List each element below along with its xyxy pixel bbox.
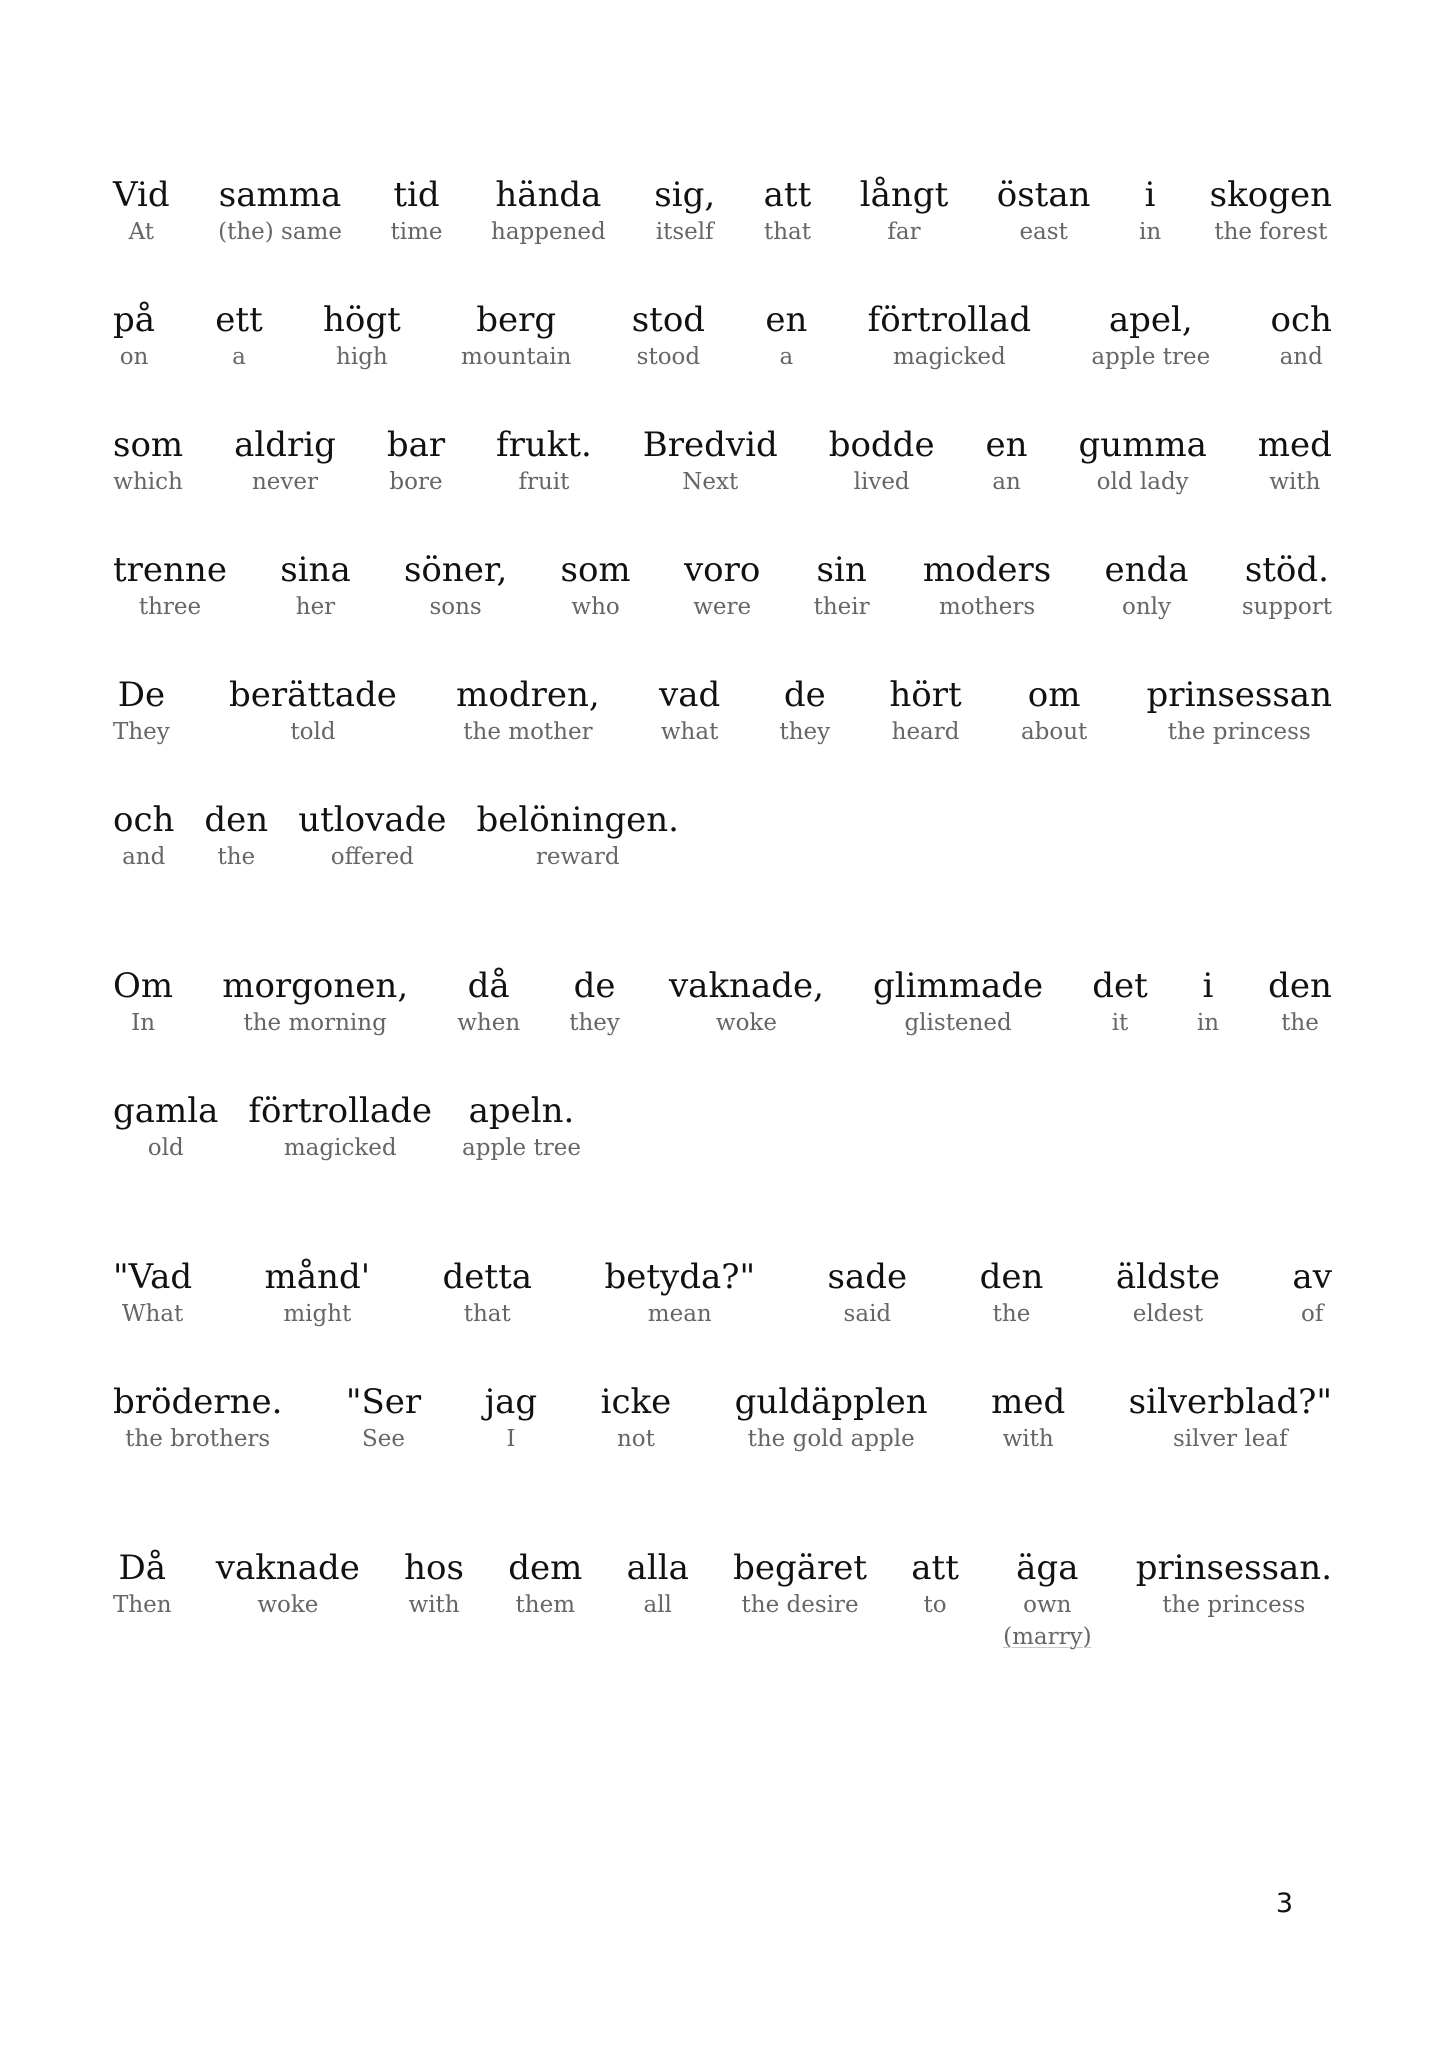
- word-pair: [113, 1091, 218, 1162]
- word-pair: [222, 966, 408, 1037]
- gloss-word: only: [1122, 594, 1172, 620]
- word-pair: [113, 1257, 192, 1328]
- gloss-word: their: [813, 594, 870, 620]
- source-word: att: [763, 175, 812, 215]
- source-word: De: [117, 675, 166, 715]
- word-pair: [632, 300, 705, 371]
- gloss-word: them: [515, 1592, 576, 1618]
- word-pair: [443, 1257, 532, 1328]
- gloss-word: They: [113, 719, 170, 745]
- gloss-word: glistened: [904, 1010, 1012, 1036]
- word-pair: [323, 300, 401, 371]
- word-pair: [873, 966, 1043, 1037]
- source-word: prinsessan.: [1135, 1548, 1332, 1588]
- source-word: trenne: [113, 550, 227, 590]
- gloss-word: her: [295, 594, 336, 620]
- source-word: långt: [859, 175, 949, 215]
- source-word: det: [1092, 966, 1148, 1006]
- gloss-word: silver leaf: [1173, 1426, 1288, 1452]
- gloss-word: the forest: [1214, 219, 1328, 245]
- source-word: Då: [118, 1548, 167, 1588]
- interlinear-text: [113, 175, 1332, 1651]
- source-word: och: [1270, 300, 1332, 340]
- gloss-word: the brothers: [125, 1426, 271, 1452]
- gloss-word: the mother: [463, 719, 593, 745]
- gloss-word: sons: [429, 594, 482, 620]
- source-word: berättade: [229, 675, 397, 715]
- word-pair: [462, 1091, 581, 1162]
- source-word: förtrollade: [248, 1091, 433, 1131]
- gloss-word: See: [362, 1426, 406, 1452]
- source-word: detta: [442, 1257, 532, 1297]
- source-word: glimmade: [873, 966, 1044, 1006]
- gloss-word: told: [290, 719, 336, 745]
- word-pair: [654, 175, 715, 246]
- gloss-word: the morning: [243, 1010, 387, 1036]
- word-pair: [911, 1548, 959, 1619]
- source-word: bodde: [828, 425, 935, 465]
- gloss-word: said: [843, 1301, 892, 1327]
- interlinear-line: [113, 1091, 1332, 1162]
- source-word: modren,: [456, 675, 600, 715]
- word-pair: [491, 175, 606, 246]
- source-word: guldäpplen: [734, 1382, 928, 1422]
- source-word: samma: [218, 175, 342, 215]
- gloss-word: what: [660, 719, 719, 745]
- source-word: en: [765, 300, 808, 340]
- source-word: betyda?": [604, 1257, 756, 1297]
- word-pair: [461, 300, 571, 371]
- word-pair: [889, 675, 961, 746]
- word-pair: [923, 550, 1051, 621]
- gloss-word: mean: [647, 1301, 712, 1327]
- word-pair: [980, 1257, 1044, 1328]
- source-word: belöningen.: [476, 800, 679, 840]
- gloss-word: who: [571, 594, 620, 620]
- word-pair: [218, 175, 342, 246]
- word-pair: [860, 175, 948, 246]
- word-pair: [1147, 675, 1332, 746]
- word-pair: [113, 800, 174, 871]
- word-pair: [1078, 425, 1206, 496]
- gloss-word: mothers: [939, 594, 1036, 620]
- word-pair: [113, 300, 155, 371]
- source-word: bar: [386, 425, 446, 465]
- word-pair: [1258, 425, 1332, 496]
- word-pair: [814, 550, 870, 621]
- source-word: "Vad: [113, 1257, 193, 1297]
- word-pair: [764, 175, 812, 246]
- source-word: tid: [393, 175, 440, 215]
- interlinear-line: [113, 175, 1332, 246]
- source-word: sig,: [654, 175, 716, 215]
- interlinear-line: [113, 1548, 1332, 1651]
- gloss-word: lived: [853, 469, 910, 495]
- gloss-word: woke: [715, 1010, 777, 1036]
- source-word: vaknade: [215, 1548, 360, 1588]
- source-word: hända: [495, 175, 602, 215]
- gloss-word: they: [779, 719, 831, 745]
- source-word: sina: [280, 550, 351, 590]
- source-word: frukt.: [496, 425, 592, 465]
- source-word: aldrig: [234, 425, 336, 465]
- source-word: stod: [631, 300, 706, 340]
- page-number: 3: [1275, 1888, 1293, 1919]
- gloss-word: on: [119, 344, 149, 370]
- source-word: och: [113, 800, 175, 840]
- word-pair: [1210, 175, 1332, 246]
- source-word: hört: [889, 675, 962, 715]
- word-pair: [113, 966, 173, 1037]
- gloss-word: old: [147, 1135, 184, 1161]
- gloss-word: stood: [636, 344, 701, 370]
- source-word: om: [1027, 675, 1081, 715]
- interlinear-line: [113, 800, 1332, 871]
- word-pair: [561, 550, 631, 621]
- word-pair: [828, 1257, 908, 1328]
- word-pair: [1271, 300, 1332, 371]
- gloss-word: an: [992, 469, 1021, 495]
- word-pair: [1104, 550, 1188, 621]
- gloss-word: a: [779, 344, 794, 370]
- gloss-word: a: [232, 344, 246, 370]
- gloss-word: with: [408, 1592, 460, 1618]
- word-pair: [659, 675, 720, 746]
- word-pair: [204, 800, 268, 871]
- word-pair: [733, 1548, 867, 1619]
- word-pair: [280, 550, 351, 621]
- source-word: skogen: [1209, 175, 1332, 215]
- word-pair: [627, 1548, 689, 1619]
- source-word: äldste: [1115, 1257, 1220, 1297]
- word-pair: [390, 175, 442, 246]
- gloss-word: the princess: [1162, 1592, 1306, 1618]
- word-pair: [868, 300, 1031, 371]
- word-pair: [229, 675, 397, 746]
- paragraph: [113, 175, 1332, 871]
- source-word: Bredvid: [642, 425, 778, 465]
- gloss-word: time: [390, 219, 443, 245]
- word-pair: [457, 966, 520, 1037]
- gloss-word: apple tree: [462, 1135, 581, 1161]
- word-pair: [1091, 300, 1210, 371]
- source-word: voro: [683, 550, 761, 590]
- gloss-word: east: [1019, 219, 1068, 245]
- source-word: berg: [476, 300, 557, 340]
- source-word: söner,: [403, 550, 508, 590]
- gloss-word: were: [693, 594, 752, 620]
- word-pair: [216, 1548, 360, 1619]
- interlinear-line: [113, 425, 1332, 496]
- gloss-word: reward: [535, 844, 620, 870]
- gloss-word: the gold apple: [747, 1426, 915, 1452]
- source-word: enda: [1104, 550, 1189, 590]
- word-pair: [604, 1257, 755, 1328]
- interlinear-line: [113, 550, 1332, 621]
- word-pair: [986, 425, 1028, 496]
- gloss-word: in: [1196, 1010, 1220, 1036]
- gloss-word: never: [251, 469, 319, 495]
- word-pair: [643, 425, 778, 496]
- source-word: sade: [827, 1257, 908, 1297]
- source-word: de: [573, 966, 616, 1006]
- word-pair: [1092, 966, 1148, 1037]
- word-pair: [477, 800, 680, 871]
- paragraph: [113, 1548, 1332, 1651]
- word-pair: [404, 1548, 464, 1619]
- gloss-word: far: [887, 219, 921, 245]
- word-pair: [113, 1548, 172, 1619]
- word-pair: [387, 425, 445, 496]
- gloss-word: the princess: [1167, 719, 1311, 745]
- word-pair: [669, 966, 824, 1037]
- word-pair: [1021, 675, 1087, 746]
- source-word: apel,: [1108, 300, 1193, 340]
- gloss-word: that: [463, 1301, 511, 1327]
- gloss-word: happened: [491, 219, 606, 245]
- word-pair: [1136, 1548, 1332, 1619]
- source-word: begäret: [733, 1548, 868, 1588]
- gloss-word: and: [122, 844, 166, 870]
- interlinear-line: [113, 300, 1332, 371]
- word-pair: [1139, 175, 1161, 246]
- word-pair: [735, 1382, 928, 1453]
- gloss-word: to: [923, 1592, 947, 1618]
- source-word: jag: [484, 1382, 538, 1422]
- gloss-word: own: [1023, 1592, 1072, 1618]
- word-pair: [485, 1382, 538, 1453]
- gloss-word: heard: [891, 719, 960, 745]
- source-word: icke: [600, 1382, 672, 1422]
- word-pair: [113, 1382, 282, 1453]
- paragraph: [113, 1257, 1332, 1453]
- gloss-word: (the) same: [218, 219, 342, 245]
- source-word: bröderne.: [113, 1382, 283, 1422]
- word-pair: [234, 425, 336, 496]
- word-pair: [684, 550, 760, 621]
- gloss-word: old lady: [1096, 469, 1189, 495]
- word-pair: [1242, 550, 1332, 621]
- source-word: dem: [508, 1548, 583, 1588]
- gloss-word: magicked: [892, 344, 1006, 370]
- source-word: de: [783, 675, 826, 715]
- word-pair: [496, 425, 592, 496]
- word-pair: [779, 675, 830, 746]
- source-word: morgonen,: [222, 966, 409, 1006]
- gloss-word: In: [131, 1010, 156, 1036]
- gloss-word: of: [1300, 1301, 1324, 1327]
- gloss-word: itself: [655, 219, 714, 245]
- source-word: östan: [996, 175, 1091, 215]
- source-word: på: [113, 300, 156, 340]
- gloss-word: offered: [330, 844, 414, 870]
- gloss-word: woke: [257, 1592, 319, 1618]
- word-pair: [569, 966, 620, 1037]
- interlinear-line: [113, 1257, 1332, 1328]
- gloss-word: in: [1139, 219, 1162, 245]
- gloss-word: not: [616, 1426, 655, 1452]
- source-word: gumma: [1078, 425, 1207, 465]
- source-word: i: [1202, 966, 1214, 1006]
- source-word: "Ser: [345, 1382, 422, 1422]
- word-pair: [215, 300, 262, 371]
- source-word: som: [560, 550, 631, 590]
- gloss-word: fruit: [518, 469, 570, 495]
- interlinear-line: [113, 966, 1332, 1037]
- word-pair: [113, 175, 170, 246]
- gloss-word: At: [128, 219, 155, 245]
- source-word: den: [1268, 966, 1332, 1006]
- source-word: vaknade,: [668, 966, 824, 1006]
- source-word: vad: [658, 675, 721, 715]
- source-word: stöd.: [1244, 550, 1329, 590]
- source-word: prinsessan: [1146, 675, 1332, 715]
- word-pair: [1003, 1548, 1091, 1651]
- word-pair: [113, 675, 170, 746]
- source-word: Vid: [113, 175, 170, 215]
- source-word: högt: [323, 300, 401, 340]
- source-word: ett: [215, 300, 263, 340]
- source-word: äga: [1016, 1548, 1079, 1588]
- gloss-word: they: [569, 1010, 620, 1036]
- word-pair: [113, 550, 227, 621]
- source-word: med: [991, 1382, 1066, 1422]
- gloss-word: with: [1269, 469, 1321, 495]
- word-pair: [346, 1382, 421, 1453]
- source-word: sin: [816, 550, 867, 590]
- word-pair: [1116, 1257, 1220, 1328]
- gloss-word: the: [1281, 1010, 1319, 1036]
- source-word: med: [1257, 425, 1332, 465]
- gloss-word: I: [506, 1426, 516, 1452]
- gloss-word: which: [113, 469, 183, 495]
- word-pair: [997, 175, 1091, 246]
- word-pair: [248, 1091, 432, 1162]
- gloss-word: that: [763, 219, 811, 245]
- word-pair: [601, 1382, 672, 1453]
- source-word: den: [979, 1257, 1044, 1297]
- source-word: Om: [113, 966, 174, 1006]
- word-pair: [991, 1382, 1065, 1453]
- word-pair: [508, 1548, 582, 1619]
- source-word: moders: [922, 550, 1052, 590]
- source-word: silverblad?": [1128, 1382, 1332, 1422]
- source-word: utlovade: [298, 800, 447, 840]
- source-word: apeln.: [468, 1091, 575, 1131]
- gloss-word: What: [121, 1301, 184, 1327]
- gloss-note: (marry): [1003, 1624, 1092, 1650]
- source-word: av: [1292, 1257, 1332, 1297]
- source-word: förtrollad: [867, 300, 1032, 340]
- gloss-word: all: [643, 1592, 672, 1618]
- word-pair: [265, 1257, 371, 1328]
- source-word: att: [911, 1548, 959, 1588]
- interlinear-line: [113, 1382, 1332, 1453]
- word-pair: [113, 425, 183, 496]
- source-word: hos: [404, 1548, 464, 1588]
- gloss-word: bore: [389, 469, 443, 495]
- source-word: i: [1144, 175, 1156, 215]
- gloss-word: might: [283, 1301, 352, 1327]
- word-pair: [404, 550, 507, 621]
- gloss-word: about: [1020, 719, 1088, 745]
- gloss-word: Next: [682, 469, 739, 495]
- gloss-word: the desire: [741, 1592, 859, 1618]
- word-pair: [1268, 966, 1332, 1037]
- gloss-word: high: [336, 344, 388, 370]
- word-pair: [456, 675, 600, 746]
- gloss-word: Then: [113, 1592, 172, 1618]
- gloss-word: three: [138, 594, 202, 620]
- source-word: alla: [626, 1548, 689, 1588]
- gloss-word: with: [1002, 1426, 1054, 1452]
- gloss-word: it: [1111, 1010, 1129, 1036]
- source-word: en: [985, 425, 1028, 465]
- gloss-word: the: [217, 844, 256, 870]
- interlinear-line: [113, 675, 1332, 746]
- gloss-word: eldest: [1132, 1301, 1204, 1327]
- source-word: då: [467, 966, 510, 1006]
- gloss-word: when: [457, 1010, 521, 1036]
- source-word: den: [204, 800, 269, 840]
- source-word: månd': [264, 1257, 371, 1297]
- gloss-word: support: [1241, 594, 1332, 620]
- gloss-word: mountain: [461, 344, 572, 370]
- gloss-word: the: [992, 1301, 1031, 1327]
- gloss-word: magicked: [283, 1135, 397, 1161]
- gloss-word: and: [1279, 344, 1323, 370]
- gloss-word: apple tree: [1091, 344, 1211, 370]
- word-pair: [829, 425, 935, 496]
- word-pair: [298, 800, 446, 871]
- source-word: som: [113, 425, 184, 465]
- word-pair: [765, 300, 807, 371]
- word-pair: [1129, 1382, 1332, 1453]
- word-pair: [1197, 966, 1219, 1037]
- source-word: gamla: [113, 1091, 219, 1131]
- paragraph: [113, 966, 1332, 1162]
- word-pair: [1292, 1257, 1331, 1328]
